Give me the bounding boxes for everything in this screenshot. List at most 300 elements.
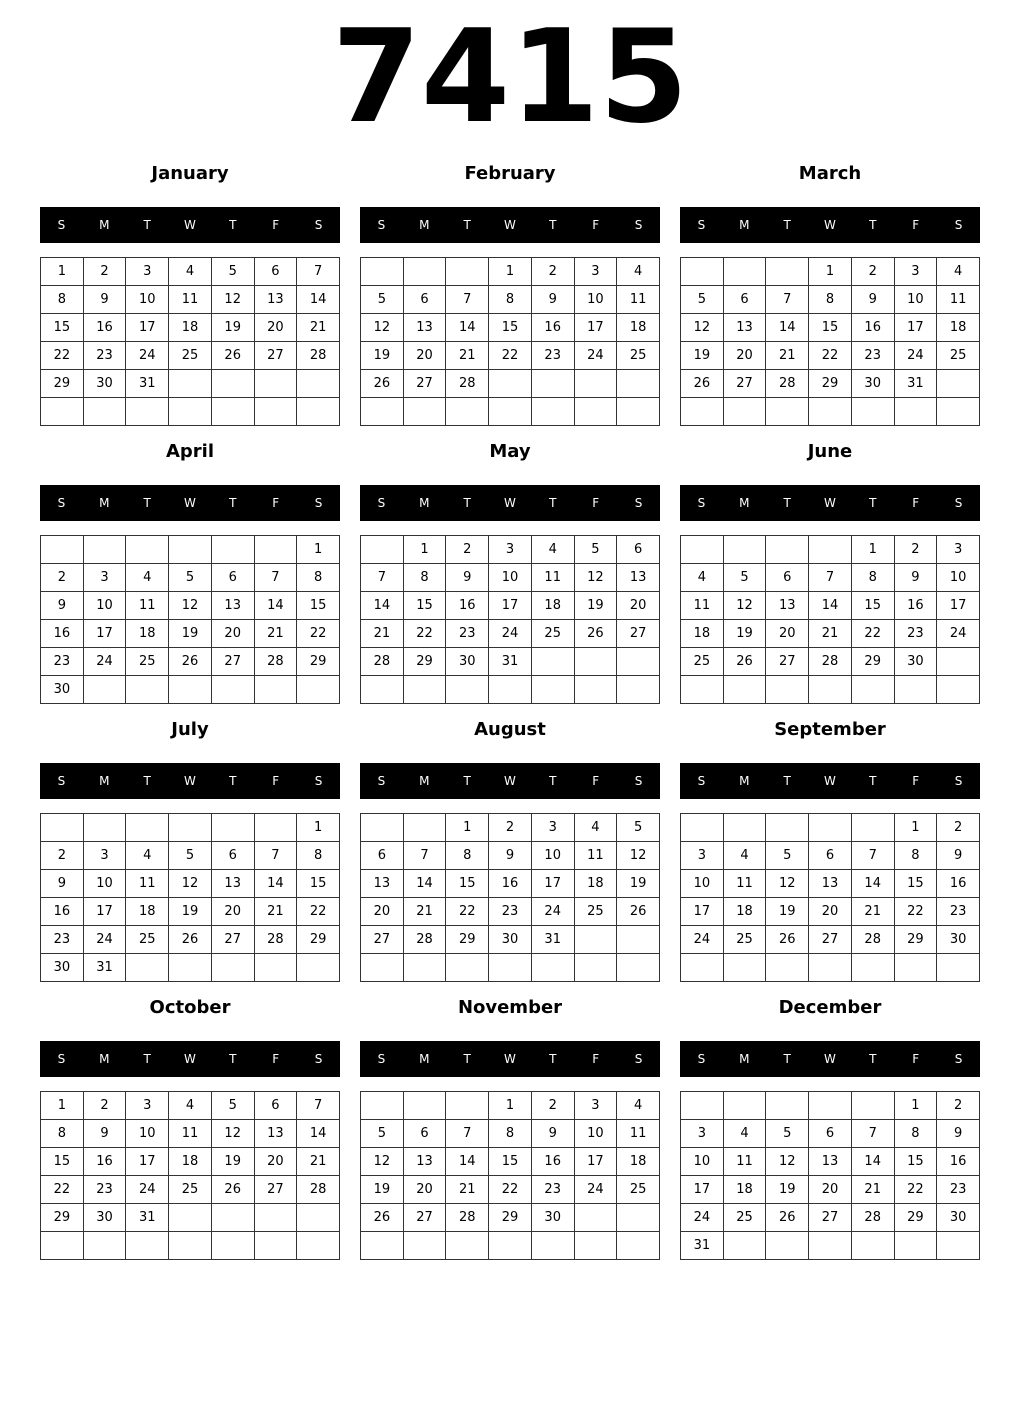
empty-day-cell [681, 258, 724, 286]
day-cell: 19 [681, 342, 724, 370]
day-cell: 30 [895, 648, 938, 676]
empty-day-cell [575, 648, 618, 676]
day-cell: 23 [895, 620, 938, 648]
day-cell: 23 [532, 342, 575, 370]
day-cell: 2 [937, 1092, 980, 1120]
day-cell: 16 [532, 314, 575, 342]
day-cell: 24 [84, 926, 127, 954]
weekday-label: M [99, 218, 110, 232]
day-cell: 30 [852, 370, 895, 398]
empty-day-cell [404, 954, 447, 982]
empty-day-cell [126, 1232, 169, 1260]
month-name: October [149, 997, 231, 1018]
day-cell: 22 [489, 1176, 532, 1204]
empty-day-cell [852, 1092, 895, 1120]
day-cell: 22 [297, 620, 340, 648]
day-grid [680, 535, 980, 704]
empty-day-cell [126, 954, 169, 982]
day-cell: 31 [895, 370, 938, 398]
day-cell: 7 [852, 842, 895, 870]
day-cell: 29 [404, 648, 447, 676]
weekday-header [360, 1041, 660, 1077]
day-cell: 13 [361, 870, 404, 898]
weekday-label: S [314, 774, 323, 788]
day-cell: 25 [937, 342, 980, 370]
empty-day-cell [212, 398, 255, 426]
day-cell: 29 [895, 1204, 938, 1232]
day-cell: 19 [169, 898, 212, 926]
weekday-label: S [954, 774, 963, 788]
month-name: November [457, 997, 563, 1018]
empty-day-cell [895, 954, 938, 982]
empty-day-cell [575, 676, 618, 704]
day-cell: 21 [446, 1176, 489, 1204]
day-cell: 26 [169, 648, 212, 676]
day-cell: 1 [489, 1092, 532, 1120]
weekday-label: T [783, 1052, 791, 1066]
day-cell: 6 [212, 564, 255, 592]
day-cell: 27 [212, 926, 255, 954]
weekday-label: S [57, 1052, 66, 1066]
day-cell: 17 [84, 898, 127, 926]
weekday-label: S [634, 218, 643, 232]
empty-day-cell [84, 676, 127, 704]
weekday-label: F [912, 218, 920, 232]
day-cell: 2 [937, 814, 980, 842]
day-cell: 4 [681, 564, 724, 592]
day-cell: 7 [809, 564, 852, 592]
day-cell: 17 [937, 592, 980, 620]
day-cell: 28 [446, 1204, 489, 1232]
day-cell: 8 [489, 286, 532, 314]
day-cell: 1 [446, 814, 489, 842]
empty-day-cell [532, 648, 575, 676]
day-cell: 3 [126, 258, 169, 286]
day-cell: 7 [297, 1092, 340, 1120]
day-cell: 21 [852, 898, 895, 926]
empty-day-cell [361, 954, 404, 982]
day-cell: 8 [809, 286, 852, 314]
day-cell: 28 [852, 1204, 895, 1232]
weekday-label: F [592, 496, 600, 510]
weekday-label: T [143, 1052, 151, 1066]
day-cell: 27 [809, 1204, 852, 1232]
empty-day-cell [766, 398, 809, 426]
day-cell: 13 [404, 1148, 447, 1176]
month-february [360, 158, 660, 426]
day-cell: 14 [297, 286, 340, 314]
empty-day-cell [361, 814, 404, 842]
empty-day-cell [212, 814, 255, 842]
day-cell: 15 [297, 870, 340, 898]
day-cell: 7 [255, 564, 298, 592]
empty-day-cell [766, 536, 809, 564]
day-cell: 11 [169, 1120, 212, 1148]
day-cell: 3 [126, 1092, 169, 1120]
day-cell: 5 [681, 286, 724, 314]
day-cell: 24 [575, 342, 618, 370]
weekday-label: S [697, 218, 706, 232]
day-cell: 2 [532, 1092, 575, 1120]
day-cell: 29 [297, 648, 340, 676]
day-cell: 28 [361, 648, 404, 676]
weekday-label: T [783, 774, 791, 788]
day-cell: 4 [937, 258, 980, 286]
day-cell: 29 [809, 370, 852, 398]
day-cell: 2 [895, 536, 938, 564]
day-cell: 4 [126, 842, 169, 870]
weekday-label: F [592, 218, 600, 232]
day-cell: 23 [41, 648, 84, 676]
empty-day-cell [809, 1092, 852, 1120]
day-cell: 18 [126, 620, 169, 648]
empty-day-cell [937, 676, 980, 704]
day-cell: 18 [575, 870, 618, 898]
day-cell: 1 [852, 536, 895, 564]
day-cell: 29 [41, 370, 84, 398]
day-cell: 9 [532, 286, 575, 314]
weekday-label: T [463, 1052, 471, 1066]
day-cell: 5 [724, 564, 767, 592]
day-cell: 17 [532, 870, 575, 898]
empty-day-cell [724, 814, 767, 842]
day-cell: 11 [532, 564, 575, 592]
day-cell: 1 [809, 258, 852, 286]
day-cell: 3 [937, 536, 980, 564]
empty-day-cell [255, 1204, 298, 1232]
day-cell: 20 [809, 1176, 852, 1204]
month-august [360, 714, 660, 982]
empty-day-cell [617, 370, 660, 398]
day-cell: 18 [617, 1148, 660, 1176]
empty-day-cell [617, 926, 660, 954]
weekday-label: S [697, 496, 706, 510]
weekday-label: T [869, 1052, 877, 1066]
day-cell: 13 [809, 1148, 852, 1176]
day-cell: 11 [575, 842, 618, 870]
day-cell: 25 [532, 620, 575, 648]
day-cell: 23 [852, 342, 895, 370]
day-grid [360, 535, 660, 704]
weekday-label: T [869, 496, 877, 510]
day-cell: 15 [809, 314, 852, 342]
day-cell: 23 [937, 1176, 980, 1204]
weekday-label: S [57, 774, 66, 788]
day-cell: 4 [126, 564, 169, 592]
day-cell: 6 [809, 842, 852, 870]
empty-day-cell [297, 370, 340, 398]
day-cell: 10 [532, 842, 575, 870]
empty-day-cell [681, 954, 724, 982]
empty-day-cell [404, 258, 447, 286]
empty-day-cell [361, 398, 404, 426]
empty-day-cell [937, 648, 980, 676]
day-cell: 26 [617, 898, 660, 926]
day-cell: 27 [766, 648, 809, 676]
weekday-header [360, 763, 660, 799]
day-cell: 17 [126, 1148, 169, 1176]
day-cell: 15 [895, 1148, 938, 1176]
empty-day-cell [169, 676, 212, 704]
day-cell: 27 [212, 648, 255, 676]
empty-day-cell [255, 1232, 298, 1260]
day-cell: 3 [84, 564, 127, 592]
weekday-label: S [57, 218, 66, 232]
day-cell: 9 [489, 842, 532, 870]
day-cell: 7 [255, 842, 298, 870]
weekday-label: F [912, 774, 920, 788]
weekday-label: M [99, 496, 110, 510]
weekday-header [40, 1041, 340, 1077]
month-name: July [171, 719, 209, 740]
day-cell: 21 [446, 342, 489, 370]
day-cell: 22 [41, 1176, 84, 1204]
day-cell: 17 [84, 620, 127, 648]
empty-day-cell [724, 676, 767, 704]
empty-day-cell [169, 536, 212, 564]
empty-day-cell [404, 1232, 447, 1260]
day-cell: 15 [41, 1148, 84, 1176]
empty-day-cell [404, 814, 447, 842]
weekday-label: M [99, 1052, 110, 1066]
day-cell: 13 [255, 1120, 298, 1148]
day-cell: 17 [489, 592, 532, 620]
weekday-label: T [869, 774, 877, 788]
empty-day-cell [126, 398, 169, 426]
day-cell: 25 [575, 898, 618, 926]
day-cell: 24 [681, 926, 724, 954]
empty-day-cell [617, 398, 660, 426]
empty-day-cell [575, 1232, 618, 1260]
day-cell: 8 [297, 564, 340, 592]
day-cell: 13 [212, 592, 255, 620]
empty-day-cell [532, 398, 575, 426]
day-cell: 16 [84, 1148, 127, 1176]
empty-day-cell [617, 676, 660, 704]
day-cell: 15 [297, 592, 340, 620]
empty-day-cell [575, 370, 618, 398]
day-cell: 27 [809, 926, 852, 954]
empty-day-cell [212, 1232, 255, 1260]
day-cell: 21 [361, 620, 404, 648]
empty-day-cell [404, 398, 447, 426]
empty-day-cell [297, 954, 340, 982]
day-cell: 29 [489, 1204, 532, 1232]
weekday-label: S [954, 1052, 963, 1066]
empty-day-cell [852, 1232, 895, 1260]
day-cell: 6 [212, 842, 255, 870]
day-cell: 27 [404, 370, 447, 398]
day-cell: 14 [255, 870, 298, 898]
empty-day-cell [681, 536, 724, 564]
day-cell: 14 [297, 1120, 340, 1148]
day-cell: 13 [212, 870, 255, 898]
empty-day-cell [169, 1232, 212, 1260]
day-cell: 24 [575, 1176, 618, 1204]
day-cell: 22 [404, 620, 447, 648]
day-cell: 23 [937, 898, 980, 926]
day-cell: 19 [724, 620, 767, 648]
weekday-label: F [912, 496, 920, 510]
day-cell: 24 [84, 648, 127, 676]
weekday-label: S [57, 496, 66, 510]
day-cell: 19 [766, 898, 809, 926]
day-cell: 29 [895, 926, 938, 954]
day-cell: 10 [681, 870, 724, 898]
empty-day-cell [681, 398, 724, 426]
day-cell: 2 [446, 536, 489, 564]
empty-day-cell [255, 398, 298, 426]
day-cell: 13 [617, 564, 660, 592]
empty-day-cell [41, 1232, 84, 1260]
day-cell: 31 [126, 370, 169, 398]
day-cell: 20 [404, 1176, 447, 1204]
day-cell: 2 [84, 258, 127, 286]
empty-day-cell [766, 1232, 809, 1260]
day-cell: 4 [724, 1120, 767, 1148]
day-cell: 1 [895, 814, 938, 842]
weekday-label: F [912, 1052, 920, 1066]
month-name: January [151, 163, 229, 184]
empty-day-cell [84, 1232, 127, 1260]
empty-day-cell [766, 1092, 809, 1120]
day-cell: 12 [169, 592, 212, 620]
day-cell: 1 [41, 1092, 84, 1120]
year-title: 7415 [331, 3, 689, 152]
day-cell: 30 [41, 954, 84, 982]
day-cell: 22 [852, 620, 895, 648]
day-cell: 8 [41, 286, 84, 314]
day-cell: 27 [617, 620, 660, 648]
day-cell: 24 [895, 342, 938, 370]
day-cell: 29 [446, 926, 489, 954]
empty-day-cell [617, 1232, 660, 1260]
day-cell: 11 [937, 286, 980, 314]
day-cell: 1 [297, 536, 340, 564]
empty-day-cell [361, 536, 404, 564]
weekday-label: M [419, 218, 430, 232]
month-name: March [798, 163, 862, 184]
weekday-label: T [229, 774, 237, 788]
weekday-header [680, 763, 980, 799]
weekday-label: F [272, 218, 280, 232]
weekday-label: F [592, 1052, 600, 1066]
day-cell: 20 [724, 342, 767, 370]
day-cell: 7 [404, 842, 447, 870]
empty-day-cell [532, 954, 575, 982]
month-name: May [489, 441, 531, 462]
empty-day-cell [361, 676, 404, 704]
day-cell: 23 [446, 620, 489, 648]
day-cell: 1 [489, 258, 532, 286]
day-cell: 19 [617, 870, 660, 898]
day-cell: 30 [532, 1204, 575, 1232]
day-cell: 11 [126, 870, 169, 898]
empty-day-cell [937, 1232, 980, 1260]
month-name: December [778, 997, 882, 1018]
day-cell: 12 [361, 314, 404, 342]
empty-day-cell [446, 954, 489, 982]
day-cell: 30 [446, 648, 489, 676]
day-cell: 26 [361, 370, 404, 398]
day-cell: 17 [126, 314, 169, 342]
day-cell: 26 [361, 1204, 404, 1232]
day-cell: 24 [532, 898, 575, 926]
day-cell: 22 [297, 898, 340, 926]
day-cell: 7 [446, 1120, 489, 1148]
day-grid [40, 1091, 340, 1260]
day-cell: 3 [84, 842, 127, 870]
weekday-header [40, 763, 340, 799]
empty-day-cell [724, 398, 767, 426]
day-cell: 20 [361, 898, 404, 926]
day-cell: 16 [41, 620, 84, 648]
day-cell: 10 [681, 1148, 724, 1176]
weekday-label: T [783, 218, 791, 232]
day-grid [680, 1091, 980, 1260]
day-cell: 3 [895, 258, 938, 286]
day-cell: 22 [489, 342, 532, 370]
day-cell: 12 [361, 1148, 404, 1176]
month-january [40, 158, 340, 426]
weekday-label: W [824, 218, 836, 232]
weekday-label: S [634, 774, 643, 788]
day-cell: 12 [617, 842, 660, 870]
day-cell: 20 [212, 620, 255, 648]
empty-day-cell [681, 676, 724, 704]
day-cell: 19 [361, 342, 404, 370]
day-cell: 8 [852, 564, 895, 592]
day-cell: 14 [809, 592, 852, 620]
weekday-header [40, 485, 340, 521]
day-cell: 9 [446, 564, 489, 592]
day-cell: 16 [84, 314, 127, 342]
day-cell: 26 [724, 648, 767, 676]
day-cell: 2 [489, 814, 532, 842]
day-cell: 27 [255, 342, 298, 370]
empty-day-cell [255, 676, 298, 704]
month-name: September [774, 719, 886, 740]
day-cell: 19 [575, 592, 618, 620]
day-cell: 11 [724, 1148, 767, 1176]
day-cell: 24 [126, 342, 169, 370]
empty-day-cell [84, 814, 127, 842]
day-cell: 26 [212, 342, 255, 370]
day-cell: 15 [404, 592, 447, 620]
day-grid [40, 535, 340, 704]
day-cell: 27 [361, 926, 404, 954]
day-cell: 18 [937, 314, 980, 342]
weekday-label: W [504, 1052, 516, 1066]
day-cell: 23 [84, 342, 127, 370]
weekday-label: T [229, 218, 237, 232]
day-cell: 20 [255, 314, 298, 342]
day-cell: 26 [766, 1204, 809, 1232]
day-cell: 2 [532, 258, 575, 286]
day-cell: 28 [446, 370, 489, 398]
day-cell: 14 [404, 870, 447, 898]
day-cell: 13 [724, 314, 767, 342]
day-cell: 2 [41, 842, 84, 870]
day-cell: 12 [724, 592, 767, 620]
day-cell: 7 [852, 1120, 895, 1148]
weekday-header [680, 207, 980, 243]
day-cell: 3 [681, 842, 724, 870]
day-cell: 3 [532, 814, 575, 842]
weekday-label: T [143, 218, 151, 232]
empty-day-cell [126, 814, 169, 842]
month-march [680, 158, 980, 426]
